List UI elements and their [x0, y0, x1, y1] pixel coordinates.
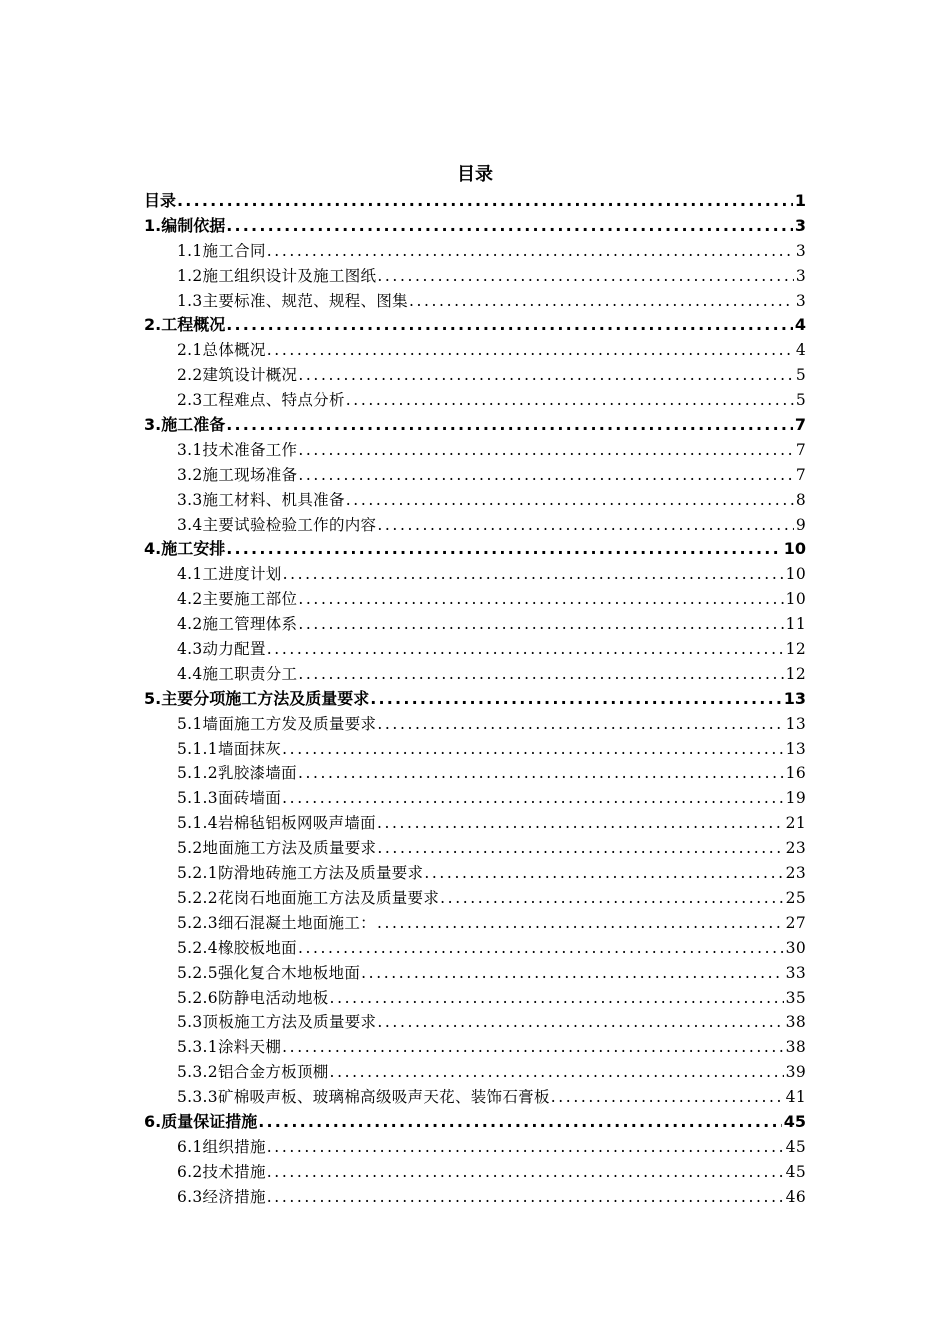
toc-section-entry[interactable]: [144, 737, 806, 762]
toc-dot-leader: [408, 289, 794, 314]
toc-page-number: 16: [785, 764, 806, 783]
toc-entry-text: 4.2施工管理体系: [177, 615, 298, 634]
toc-entry-text: 5.2.2花岗石地面施工方法及质量要求: [177, 888, 440, 907]
toc-chapter-entry[interactable]: [144, 537, 806, 562]
toc-entry-text: 1.编制依据: [144, 215, 226, 235]
toc-section-entry[interactable]: [144, 1085, 806, 1110]
toc-section-entry[interactable]: [144, 1010, 806, 1035]
toc-section-entry[interactable]: [144, 363, 806, 388]
toc-section-entry[interactable]: [144, 264, 806, 289]
toc-page-number: 7: [794, 415, 806, 435]
toc-page-number: 13: [783, 688, 806, 708]
toc-page-number: 23: [785, 864, 806, 883]
toc-page-number: 30: [785, 938, 806, 957]
toc-entry-text: 6.质量保证措施: [144, 1111, 258, 1131]
toc-page-number: 45: [783, 1111, 806, 1131]
toc-dot-leader: [360, 961, 784, 986]
toc-entry-text: 5.3.3矿棉吸声板、玻璃棉高级吸声天花、装饰石膏板: [177, 1088, 550, 1107]
toc-dot-leader: [369, 687, 782, 712]
toc-entry-text: 4.3动力配置: [177, 640, 266, 659]
toc-section-entry[interactable]: [144, 438, 806, 463]
toc-dot-leader: [423, 861, 783, 886]
toc-section-entry[interactable]: [144, 886, 806, 911]
toc-page-number: 46: [785, 1187, 806, 1206]
toc-dot-leader: [266, 1160, 784, 1185]
toc-section-entry[interactable]: [144, 1135, 806, 1160]
toc-chapter-entry[interactable]: [144, 313, 806, 338]
toc-page-number: 21: [785, 814, 806, 833]
toc-section-entry[interactable]: [144, 513, 806, 538]
toc-entry-text: 5.1.4岩棉毡铝板网吸声墙面: [177, 814, 376, 833]
toc-entry-text: 6.1组织措施: [177, 1137, 266, 1156]
toc-entry-text: 1.2施工组织设计及施工图纸: [177, 266, 377, 285]
toc-page-number: 5: [795, 391, 806, 410]
toc-entry-text: 3.2施工现场准备: [177, 465, 298, 484]
toc-section-entry[interactable]: [144, 1185, 806, 1210]
toc-page-number: 12: [785, 640, 806, 659]
toc-entry-text: 4.施工安排: [144, 539, 226, 559]
toc-section-entry[interactable]: [144, 388, 806, 413]
toc-dot-leader: [329, 986, 784, 1011]
toc-page-number: 7: [795, 465, 806, 484]
toc-entry-text: 3.1技术准备工作: [177, 440, 298, 459]
toc-dot-leader: [266, 1185, 784, 1210]
toc-dot-leader: [376, 811, 784, 836]
toc-dot-leader: [257, 1110, 782, 1135]
toc-section-entry[interactable]: [144, 1035, 806, 1060]
toc-page-number: 12: [785, 664, 806, 683]
toc-section-entry[interactable]: [144, 1060, 806, 1085]
toc-dot-leader: [266, 1135, 784, 1160]
toc-page-number: 23: [785, 839, 806, 858]
toc-entry-text: 5.主要分项施工方法及质量要求: [144, 688, 370, 708]
toc-section-entry[interactable]: [144, 338, 806, 363]
toc-chapter-entry[interactable]: [144, 189, 806, 214]
toc-dot-leader: [297, 587, 783, 612]
toc-page-number: 35: [785, 988, 806, 1007]
toc-entry-text: 2.3工程难点、特点分析: [177, 391, 345, 410]
toc-dot-leader: [266, 338, 794, 363]
table-of-contents: [144, 189, 806, 1210]
toc-section-entry[interactable]: [144, 811, 806, 836]
toc-entry-text: 5.2.5强化复合木地板地面: [177, 963, 361, 982]
toc-dot-leader: [376, 911, 784, 936]
toc-dot-leader: [282, 562, 784, 587]
toc-section-entry[interactable]: [144, 1160, 806, 1185]
toc-dot-leader: [550, 1085, 784, 1110]
toc-page-number: 39: [785, 1063, 806, 1082]
toc-entry-text: 5.1.3面砖墙面: [177, 789, 282, 808]
toc-page-number: 45: [785, 1162, 806, 1181]
toc-section-entry[interactable]: [144, 587, 806, 612]
toc-entry-text: 5.3顶板施工方法及质量要求: [177, 1013, 377, 1032]
toc-page-number: 38: [785, 1013, 806, 1032]
toc-page-number: 3: [795, 241, 806, 260]
toc-dot-leader: [345, 388, 794, 413]
toc-page-number: 41: [785, 1088, 806, 1107]
toc-page-number: 7: [795, 440, 806, 459]
toc-entry-text: 4.4施工职责分工: [177, 664, 298, 683]
toc-dot-leader: [297, 936, 784, 961]
toc-page-number: 13: [785, 739, 806, 758]
toc-page-number: 13: [785, 714, 806, 733]
toc-entry-text: 6.3经济措施: [177, 1187, 266, 1206]
toc-dot-leader: [266, 239, 794, 264]
toc-dot-leader: [329, 1060, 784, 1085]
toc-entry-text: 1.1施工合同: [177, 241, 266, 260]
toc-entry-text: 2.工程概况: [144, 315, 226, 335]
toc-dot-leader: [176, 189, 793, 214]
toc-dot-leader: [281, 786, 784, 811]
toc-dot-leader: [297, 363, 793, 388]
toc-entry-text: 5.2地面施工方法及质量要求: [177, 839, 377, 858]
toc-section-entry[interactable]: [144, 712, 806, 737]
toc-entry-text: 1.3主要标准、规范、规程、图集: [177, 291, 408, 310]
toc-entry-text: 5.2.4橡胶板地面: [177, 938, 297, 957]
toc-dot-leader: [376, 712, 783, 737]
toc-dot-leader: [225, 313, 793, 338]
toc-page-number: 45: [785, 1137, 806, 1156]
toc-dot-leader: [439, 886, 784, 911]
toc-page-number: 10: [785, 590, 806, 609]
toc-entry-text: 5.2.1防滑地砖施工方法及质量要求: [177, 864, 424, 883]
toc-page-number: 9: [795, 515, 806, 534]
toc-dot-leader: [376, 1010, 783, 1035]
toc-entry-text: 3.3施工材料、机具准备: [177, 490, 345, 509]
toc-chapter-entry[interactable]: [144, 413, 806, 438]
toc-page-number: 4: [794, 315, 806, 335]
toc-page-number: 5: [795, 366, 806, 385]
toc-section-entry[interactable]: [144, 289, 806, 314]
toc-dot-leader: [376, 836, 783, 861]
toc-dot-leader: [225, 413, 793, 438]
toc-entry-text: 5.1.2乳胶漆墙面: [177, 764, 297, 783]
toc-entry-text: 6.2技术措施: [177, 1162, 266, 1181]
toc-entry-text: 2.2建筑设计概况: [177, 366, 298, 385]
toc-page-number: 4: [795, 341, 806, 360]
toc-page-number: 3: [795, 266, 806, 285]
toc-section-entry[interactable]: [144, 662, 806, 687]
toc-page-number: 1: [794, 191, 806, 210]
toc-page-number: 10: [785, 565, 806, 584]
toc-dot-leader: [297, 438, 793, 463]
toc-dot-leader: [281, 1035, 784, 1060]
toc-page-number: 25: [785, 888, 806, 907]
toc-chapter-entry[interactable]: [144, 1110, 806, 1135]
toc-page-number: 27: [785, 913, 806, 932]
page-title: 目录: [457, 164, 493, 185]
toc-section-entry[interactable]: [144, 861, 806, 886]
toc-dot-leader: [297, 463, 793, 488]
toc-section-entry[interactable]: [144, 936, 806, 961]
toc-section-entry[interactable]: [144, 562, 806, 587]
toc-dot-leader: [225, 537, 782, 562]
toc-page-number: 3: [794, 215, 806, 235]
toc-entry-text: 5.1.1墙面抹灰: [177, 739, 282, 758]
toc-section-entry[interactable]: [144, 239, 806, 264]
toc-section-entry[interactable]: [144, 986, 806, 1011]
toc-page-number: 8: [795, 490, 806, 509]
toc-dot-leader: [225, 214, 793, 239]
toc-dot-leader: [376, 264, 793, 289]
toc-section-entry[interactable]: [144, 786, 806, 811]
toc-dot-leader: [376, 513, 793, 538]
toc-chapter-entry[interactable]: [144, 687, 806, 712]
toc-section-entry[interactable]: [144, 961, 806, 986]
toc-dot-leader: [297, 761, 784, 786]
toc-section-entry[interactable]: [144, 612, 806, 637]
toc-section-entry[interactable]: [144, 761, 806, 786]
toc-dot-leader: [297, 612, 783, 637]
toc-entry-text: 5.3.2铝合金方板顶棚: [177, 1063, 329, 1082]
toc-page-number: 11: [785, 615, 806, 634]
toc-page-number: 10: [783, 539, 806, 559]
toc-entry-text: 4.2主要施工部位: [177, 590, 298, 609]
toc-chapter-entry[interactable]: [144, 214, 806, 239]
toc-page-number: 19: [785, 789, 806, 808]
toc-entry-text: 3.施工准备: [144, 415, 226, 435]
toc-page-number: 38: [785, 1038, 806, 1057]
toc-entry-text: 目录: [144, 191, 177, 210]
toc-dot-leader: [297, 662, 783, 687]
toc-entry-text: 5.2.3细石混凝土地面施工：: [177, 913, 376, 932]
toc-entry-text: 3.4主要试验检验工作的内容: [177, 515, 377, 534]
toc-section-entry[interactable]: [144, 836, 806, 861]
toc-section-entry[interactable]: [144, 463, 806, 488]
toc-entry-text: 5.1墙面施工方发及质量要求: [177, 714, 377, 733]
toc-entry-text: 2.1总体概况: [177, 341, 266, 360]
toc-dot-leader: [345, 488, 794, 513]
toc-page-number: 3: [795, 291, 806, 310]
toc-section-entry[interactable]: [144, 488, 806, 513]
toc-entry-text: 5.3.1涂料天棚: [177, 1038, 282, 1057]
toc-page-number: 33: [785, 963, 806, 982]
toc-section-entry[interactable]: [144, 911, 806, 936]
toc-entry-text: 4.1工进度计划: [177, 565, 282, 584]
toc-dot-leader: [281, 737, 784, 762]
toc-dot-leader: [266, 637, 784, 662]
toc-entry-text: 5.2.6防静电活动地板: [177, 988, 329, 1007]
toc-section-entry[interactable]: [144, 637, 806, 662]
